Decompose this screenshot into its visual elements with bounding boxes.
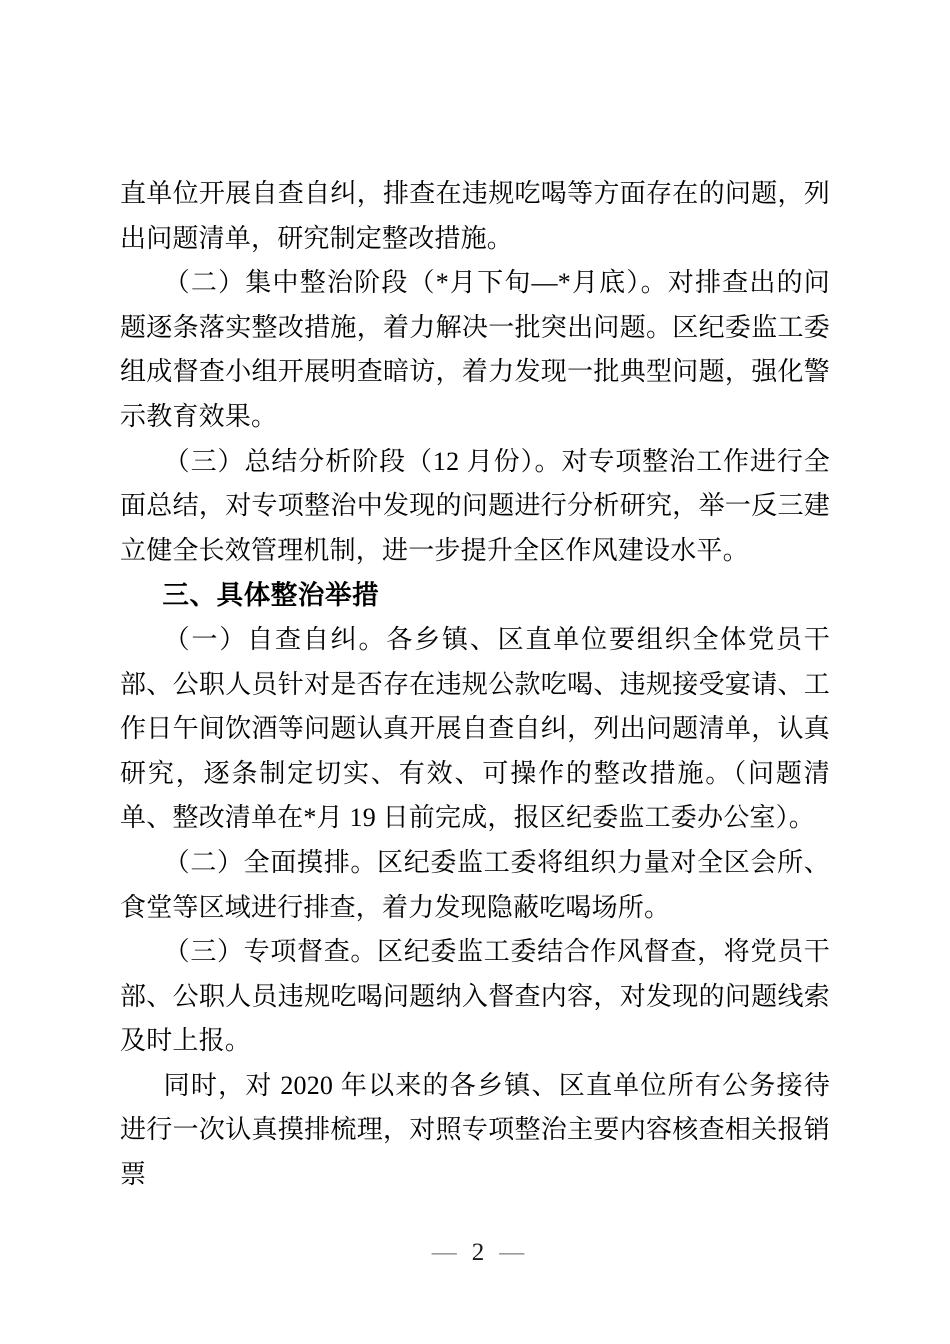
paragraph-continuation: 直单位开展自查自纠，排查在违规吃喝等方面存在的问题，列出问题清单，研究制定整改措施。	[120, 179, 830, 253]
document-body	[120, 172, 830, 1198]
paragraph-measure-3: （三）专项督查。区纪委监工委结合作风督查，将党员干部、公职人员违规吃喝问题纳入督查内容，对发现的问题线索及时上报。	[120, 937, 830, 1056]
footer-dash-left: —	[431, 1239, 457, 1266]
page-footer	[120, 1236, 836, 1270]
paragraph-stage-2: （二）集中整治阶段（*月下旬—*月底）。对排查出的问题逐条落实整改措施，着力解决一批突出问题。区纪委监工委组成督查小组开展明查暗访，着力发现一批典型问题，强化警示教育效果。	[120, 268, 830, 431]
section-heading-measures: 三、具体整治举措	[162, 580, 380, 611]
paragraph-stage-3: （三）总结分析阶段（12 月份）。对专项整治工作进行全面总结，对专项整治中发现的问题进行分析研究，举一反三建立健全长效管理机制，进一步提升全区作风建设水平。	[120, 446, 830, 565]
paragraph-meanwhile: 同时，对 2020 年以来的各乡镇、区直单位所有公务接待进行一次认真摸排梳理，对照专项整治主要内容核查相关报销票	[120, 1070, 830, 1190]
page-number: 2	[471, 1239, 485, 1266]
paragraph-measure-1: （一）自查自纠。各乡镇、区直单位要组织全体党员干部、公职人员针对是否存在违规公款吃喝、违规接受宴请、工作日午间饮酒等问题认真开展自查自纠，列出问题清单，认真研究，逐条制定切实、有效、可操作的整改措施。（问题清单、整改清单在*月 19 日前完成，报区纪委监工委办公室）。	[120, 624, 830, 833]
footer-dash-right: —	[499, 1239, 525, 1266]
paragraph-measure-2: （二）全面摸排。区纪委监工委将组织力量对全区会所、食堂等区域进行排查，着力发现隐蔽吃喝场所。	[120, 847, 830, 922]
